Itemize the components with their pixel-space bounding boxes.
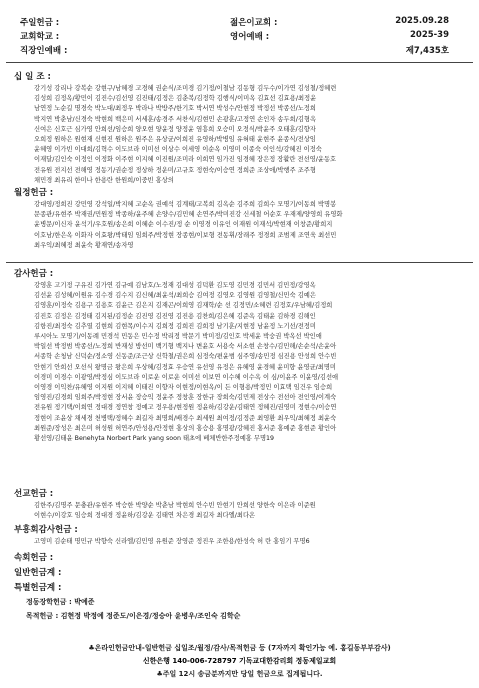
thanks-names: 강영훈 고기정 구유진 김가연 김규예 김남호/노정재 김대성 김덕환 김도영 김민경 김민서 김민정/강영옥 김선윤 김성혜/이원유 김수경 김수지 김신혜/최윤석/최희승 김여정 김영오 김영원 김영철/신민숙 김예은 김영훈/이정숙 김용구 김용호 김윤근 김은지 김재곤/이희영 김재학/순 선 김정민/소혜련 김정호/우남혜/김정희 김진호 김정은 김정태 김지된/김정순 김진영 김진영 김진용 김찬희/김은혜 김준옥 김태윤 김하경 김해인 김항진/최정숙 김추열 김현희 김현목/이수지 김희정 김희진 김희정 남기훈/지현정 남윤정 노기선/전정미 루시아노 모명기/이동례 민경석 민동은 민수정 박리정 박문기 박미정/김인호 박세윤 박숭권 박옥선 박인애 박일선 박정범 박종선/노정희 반재성 방선미 백기형 백지나 변윤호 서용숙 서소현 손창수/김민해/손순석/손윤아 서종학 손청남 신덕순/정소영 신동준/조근상 신학철/권은희 심정숙/편윤범 심주영/송민정 심진용 안성희 안수빈 안현기 안희선 오선식 왕명금 왕은희 우상혜/김정효 우승연 유선영 유정은 유혜영 윤경혜 윤미향 윤영균/최명미 이경미 이경수 이광영/박정심 이도브라 이로운 이로운 이미선 이보연 이수혜 이수옥 이 심/이윤주 이윤영/김선애 이영경 이익찬/유혜영 이지원 이지혜 이태진 이향자 이현정/이현옥/이 든 이형용/박정민 이효택 임건우 임승희 임영진/김경희 임희주/박정현 장서윤 장승익 정윤주 정창훈 장한규 장희숙/김민제 전상수 전선아 전인영/이계숙 전유원 정기택/이희연 정대경 정연창 정예고 정우용/현정원 정윤하/김강운/김태연 정혜진/권영미 정현수/이승연 정현이 조윤상 채세경 천병택/정혜수 최길자 최명희/배경수 최세원 최여정/김정준 최영환 최우익/최혜정 최윤숙 최원준/장성은 최은미 허성원 허연주/안성용/안정현 홍상의 홍승용 홍명광/강혜진 홍서준 홍예준 홍현준 황인아 황선영/김태윤 Benehyta Norbert Park yang soon 태초에 베체반한주정예홍 무명19 [34, 282, 339, 443]
divider-middle [6, 262, 473, 263]
mission-names: 김한주/김명주 문충관/유현주 박승한 박양순 박춘남 박현희 안수빈 안현기 안희선 양한숙 이은라 이준원 이현수/이강호 임승희 정대경 정윤하/김강운 김태연 차은경 최길자 최다엘/최다온 [34, 502, 316, 520]
section-revival [12, 523, 467, 547]
header-workers-worship: 직장인예배 : [20, 46, 68, 56]
revival-names: 고영미 김순태 명민규 박향숙 신라엘/김민영 유원준 장영준 정진우 조한용/한성숙 허 란 홍임기 무명6 [34, 538, 310, 545]
header-church-school: 교회학교 : [20, 32, 60, 42]
section-cell [12, 551, 467, 565]
general-total-title: 일반헌금계 : [14, 568, 62, 578]
footer-online-notice: ♣온라인헌금안내-일반헌금 십일조/월정/감사/목적헌금 등 (7자까지 확인가능 예. 홍길동부부감사) [88, 644, 391, 652]
monthly-title: 월정헌금 : [14, 188, 54, 198]
header-english-worship: 영어예배 : [230, 32, 270, 42]
section-general-total [12, 566, 467, 580]
header-week-number: 2025-39 [409, 30, 449, 40]
section-mission [12, 487, 467, 521]
section-tithe [12, 70, 467, 186]
section-scholarship [12, 597, 467, 607]
section-monthly [12, 186, 467, 251]
section-purpose [12, 611, 467, 621]
section-special-total [12, 581, 467, 595]
footer-bank-account: 신한은행 140-006-728797 기독교대한감리회 정동제일교회 [142, 657, 337, 665]
header-sunday-offering: 주일헌금 : [20, 18, 60, 28]
tithe-title: 십 일 조 : [14, 72, 51, 82]
tithe-names: 강기성 강리나 강복순 강현구/남혜경 고경혜 권순식/조미경 김기정/이철남 김동형 김두수/이가연 김성철/정혜련 김성희 김정옥/황민이 김진수/김선영 김진태/김정은 김춘복/김정학 김행식/이미옥 김효선 김효용/최정윤 남연정 노순길 명경숙 박노대/최정우 박라나 박방주/한기호 박서연 박성수/안현정 박정선 박종선/노정희 박지연 박춘남/신경숙 박현희 백은미 서세훈/송경주 서찬식/김현민 손광훈/고정연 손인자 송두희/김형옥 신여은 신호근 심가영 안희선/임승희 양오현 양윤정 양정윤 염흥희 오승미 오정식/박윤주 오태훈/김향자 오희정 원하은 원현재 신현진 원하은 원주은 유상균/이희진 유영하/박병임 유혀태 윤현주 윤종식/전상임 윤혜영 이가빈 이대희/김혁수 이도브라 이미선 이상수 이세영 이순옥 이영미 이종숙 이인석/강혜진 이정숙 이재달/김인숙 이정인 이정화 이주현 이지혜 이진원/조미라 이희연 임가진 임경혜 장은정 장활란 전선영/윤동호 전유원 전지선 전해영 정동기/권순정 정상하 정운미/고규호 정현숙/이승연 정희준 조상애/박행주 조주형 채민경 최유리 한미나 한용란 한원희/이중빈 홍상의 [34, 85, 337, 184]
header-date: 2025.09.28 [395, 16, 449, 26]
thanks-title: 감사헌금 : [14, 269, 54, 279]
cell-title: 속회헌금 : [14, 553, 54, 563]
special-total-title: 특별헌금계 : [14, 583, 62, 593]
scholarship-line: 정동장학헌금 : 박예준 [26, 598, 95, 606]
divider-top [6, 62, 473, 63]
header-issue-number: 제7,435호 [405, 46, 449, 56]
purpose-line: 목적헌금 : 김현정 박정예 정준도/이은경/정승아 윤병우/조인숙 김학순 [26, 612, 241, 620]
monthly-names: 강대영/정희진 강민영 강석일/박지혜 고순옥 권예석 김계태/고복희 김옥순 김주희 김희수 모명기/이동희 박명봉 문종관/유현주 박재권/민원정 박종하/윤주혜 손양수/김민혜 손연주/박미진강 신세철 어순호 우재제/양영희 유영화 윤병문/이신자 윤석기/우호원/송은희 이혜순 이수진/정 순 이영경 이유인 이재원 이재석/박현재 이창준/황희지 이호남/한은옥 이화자 이효왕/박태임 임희주/박정현 장종현/이보형 전동휘/장래주 정경희 조범제 조연욱 최선민 최우익/최혜정 최윤숙 황재연/송자영 [34, 201, 343, 249]
mission-title: 선교헌금 : [14, 489, 54, 499]
section-thanks [12, 267, 467, 444]
footer-deadline-notice: ♣주일 12시 송금분까지만 당일 헌금으로 집계됩니다. [156, 670, 323, 678]
revival-title: 부흥회감사헌금 : [14, 525, 78, 535]
header-youth-church: 젊은이교회 : [230, 18, 278, 28]
